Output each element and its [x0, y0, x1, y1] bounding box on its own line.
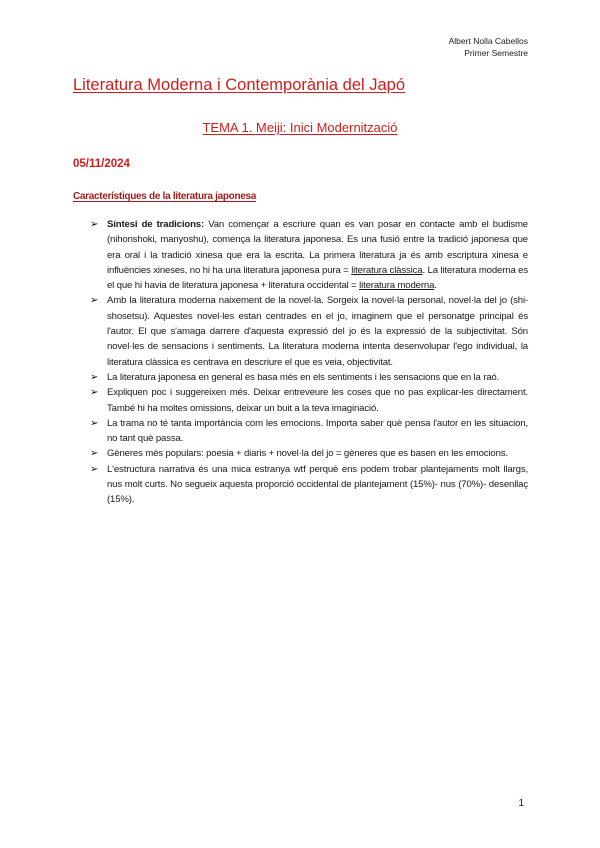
date-heading: 05/11/2024 [73, 158, 130, 170]
list-item [92, 385, 528, 416]
bullet-list [92, 217, 528, 508]
list-item-text: Van començar a escriure quan es van posar en contacte amb el budisme (nihonshoki, manyoshu), comença la literatura japonesa. Es una fusió entre la tradició japonesa que era oral i la tradició xinesa que era la escrita. La primera literatura ja és amb escriptura xinesa e influències xineses, no hi ha una literatura japonesa pura = [107, 219, 528, 276]
list-item-text: . [434, 280, 437, 292]
arrow-bullet-icon: ➢ [90, 463, 99, 475]
semester-label: Primer Semestre [464, 48, 528, 58]
author-name: Albert Nolla Cabellos [448, 36, 528, 46]
list-item-text: Amb la literatura moderna naixement de la novel·la. Sorgeix la novel·la personal, novel·la del jo (shi-shosetsu). Aquestes novel·les estan centrades en el jo, imaginem que el personatge principal és l'autor. El que s'amaga darrere d'aquesta expressió del jo és la expressió de la subjectivitat. Són novel·les de sensacions i sentiments. La literatura moderna intenta desenvolupar l'ego individual, la literatura clàssica es centrava en descriure el que es veia, objectivitat. [107, 295, 528, 368]
list-item-lead: Síntesi de tradicions: [107, 219, 205, 230]
arrow-bullet-icon: ➢ [90, 219, 99, 230]
list-item-text: . La literatura moderna es el que hi havia de literatura japonesa + literatura occidental = [107, 264, 529, 292]
arrow-bullet-icon: ➢ [90, 417, 99, 429]
list-item [92, 462, 528, 508]
subheading: Característiques de la literatura japonesa [73, 191, 257, 202]
list-item [92, 217, 528, 293]
document-title: Literatura Moderna i Contemporània del Japó [73, 76, 406, 94]
arrow-bullet-icon: ➢ [90, 448, 99, 460]
arrow-bullet-icon: ➢ [90, 295, 99, 307]
list-item [92, 370, 528, 385]
underlined-term: literatura clàssica [351, 264, 423, 276]
list-item-text: La literatura japonesa en general es basa més en els sentiments i les sensacions que en la raó. [107, 371, 500, 383]
list-item-text: La trama no té tanta importància com les emocions. Importa saber què pensa l'autor en les situacion, no tant què passa. [107, 417, 528, 445]
arrow-bullet-icon: ➢ [90, 387, 99, 399]
underlined-term: literatura moderna [359, 280, 435, 292]
list-item-text: Gèneres més populars: poesia + diaris + novel·la del jo = gèneres que es basen en les emocions. [107, 448, 508, 460]
list-item [92, 293, 528, 369]
arrow-bullet-icon: ➢ [90, 371, 99, 383]
list-item [92, 446, 528, 461]
list-item-text: L'estructura narrativa és una mica estranya wtf perquè ens podem trobar plantejaments molt llargs, nus molt curts. No segueix aquesta proporció occidental de plantejament (15%)- nus (70%)- desenllaç (15%). [107, 463, 528, 506]
page-number: 1 [518, 798, 524, 809]
list-item-text: Expliquen poc i suggereixen més. Deixar entreveure les coses que no pas explicar-les directament. També hi ha moltes omissions, deixar un buit a la teva imaginació. [107, 387, 528, 414]
page-header [449, 35, 528, 59]
section-title: TEMA 1. Meiji: Inici Modernització [202, 120, 398, 135]
list-item [92, 416, 528, 447]
